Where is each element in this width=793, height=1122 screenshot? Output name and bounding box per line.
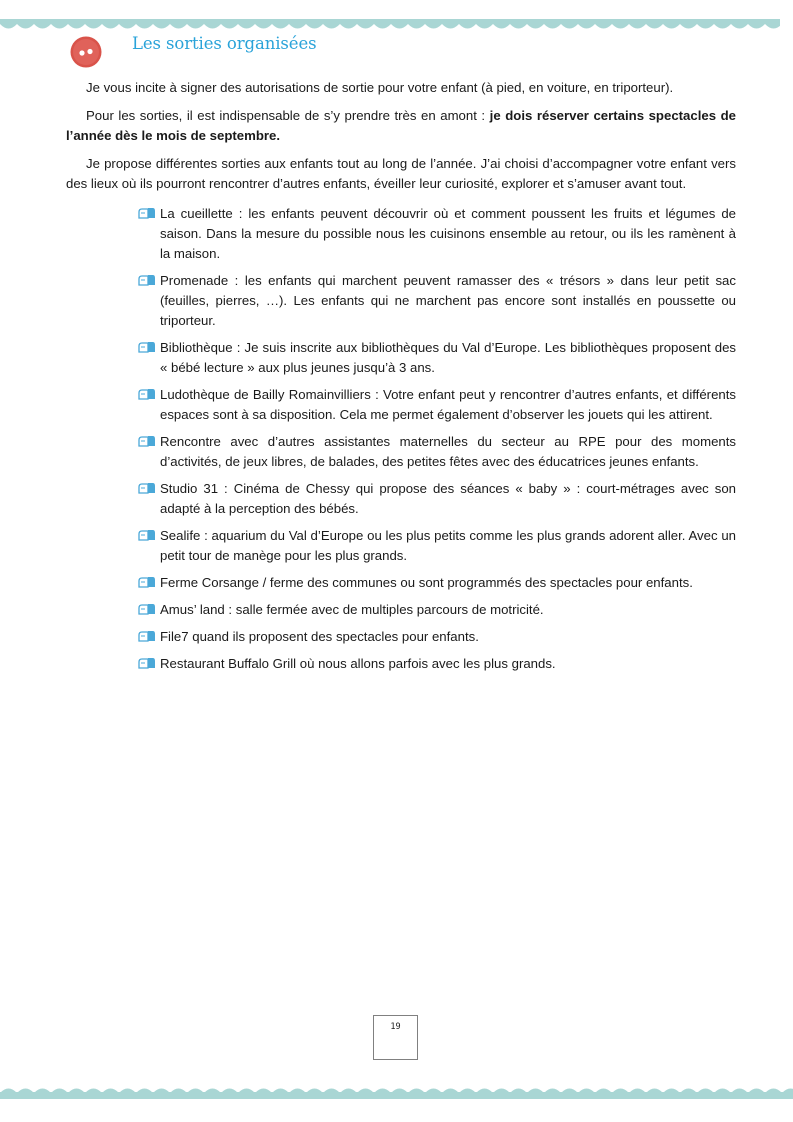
paragraph-text: Je propose différentes sorties aux enfants tout au long de l’année. J’ai choisi d’accompagner votre enfant vers des lieux où ils pourront rencontrer d’autres enfants, éveiller leur curiosité, explorer et s’amuser avant tout. bbox=[66, 156, 736, 191]
list-item bbox=[160, 526, 736, 566]
list-item bbox=[160, 432, 736, 472]
scalloped-border-top bbox=[0, 19, 780, 33]
mailbox-bullet-icon bbox=[138, 434, 156, 448]
mailbox-bullet-icon bbox=[138, 273, 156, 287]
scalloped-border-bottom bbox=[0, 1085, 793, 1099]
list-item bbox=[160, 204, 736, 264]
mailbox-bullet-icon bbox=[138, 340, 156, 354]
list-item bbox=[160, 573, 736, 593]
list-item bbox=[160, 479, 736, 519]
list-item-text: Studio 31 : Cinéma de Chessy qui propose des séances « baby » : court-métrages avec son adapté à la perception des bébés. bbox=[160, 481, 736, 516]
list-item-text: Amus’ land : salle fermée avec de multiples parcours de motricité. bbox=[160, 602, 544, 617]
page-content bbox=[66, 78, 736, 681]
list-item bbox=[160, 600, 736, 620]
mailbox-bullet-icon bbox=[138, 528, 156, 542]
page-number: 19 bbox=[390, 1022, 401, 1032]
intro-paragraph-reservations bbox=[66, 106, 736, 146]
intro-paragraph-outings bbox=[66, 154, 736, 194]
intro-paragraph-authorizations bbox=[66, 78, 736, 98]
outings-list bbox=[66, 204, 736, 674]
list-item bbox=[160, 654, 736, 674]
list-item-text: Restaurant Buffalo Grill où nous allons parfois avec les plus grands. bbox=[160, 656, 556, 671]
mailbox-bullet-icon bbox=[138, 629, 156, 643]
paragraph-text: Pour les sorties, il est indispensable de s’y prendre très en amont : bbox=[86, 108, 490, 123]
mailbox-bullet-icon bbox=[138, 575, 156, 589]
list-item-text: Sealife : aquarium du Val d’Europe ou les plus petits comme les plus grands adorent aller. Avec un petit tour de manège pour les plus grands. bbox=[160, 528, 736, 563]
mailbox-bullet-icon bbox=[138, 656, 156, 670]
list-item-text: Ludothèque de Bailly Romainvilliers : Votre enfant peut y rencontrer d’autres enfants, et différents espaces sont à sa disposition. Cela me permet également d’observer les jouets qui les attirent. bbox=[160, 387, 736, 422]
page-number-box bbox=[373, 1015, 418, 1060]
list-item bbox=[160, 385, 736, 425]
list-item-text: La cueillette : les enfants peuvent découvrir où et comment poussent les fruits et légumes de saison. Dans la mesure du possible nous les cuisinons ensemble au retour, ou ils les ramènent à la maison. bbox=[160, 206, 736, 261]
paragraph-bold-text: je dois réserver certains spectacles de l’année dès le mois de septembre. bbox=[66, 108, 736, 143]
mailbox-bullet-icon bbox=[138, 387, 156, 401]
mailbox-bullet-icon bbox=[138, 481, 156, 495]
list-item-text: Rencontre avec d’autres assistantes maternelles du secteur au RPE pour des moments d’activités, de jeux libres, de balades, des petites fêtes avec des éducatrices jeunes enfants. bbox=[160, 434, 736, 469]
list-item-text: Promenade : les enfants qui marchent peuvent ramasser des « trésors » dans leur petit sac (feuilles, pierres, …). Les enfants qui ne marchent pas encore sont installés en poussette ou triporteur. bbox=[160, 273, 736, 328]
mailbox-bullet-icon bbox=[138, 602, 156, 616]
paragraph-text: Je vous incite à signer des autorisations de sortie pour votre enfant (à pied, en voiture, en triporteur). bbox=[86, 80, 674, 95]
list-item bbox=[160, 271, 736, 331]
list-item bbox=[160, 338, 736, 378]
list-item bbox=[160, 627, 736, 647]
list-item-text: Ferme Corsange / ferme des communes ou sont programmés des spectacles pour enfants. bbox=[160, 575, 693, 590]
mailbox-bullet-icon bbox=[138, 206, 156, 220]
list-item-text: Bibliothèque : Je suis inscrite aux bibliothèques du Val d’Europe. Les bibliothèques proposent des « bébé lecture » aux plus jeunes jusqu’à 3 ans. bbox=[160, 340, 736, 375]
page-header bbox=[70, 34, 317, 70]
page-title: Les sorties organisées bbox=[132, 34, 317, 53]
sewing-button-icon bbox=[70, 36, 102, 68]
list-item-text: File7 quand ils proposent des spectacles pour enfants. bbox=[160, 629, 479, 644]
